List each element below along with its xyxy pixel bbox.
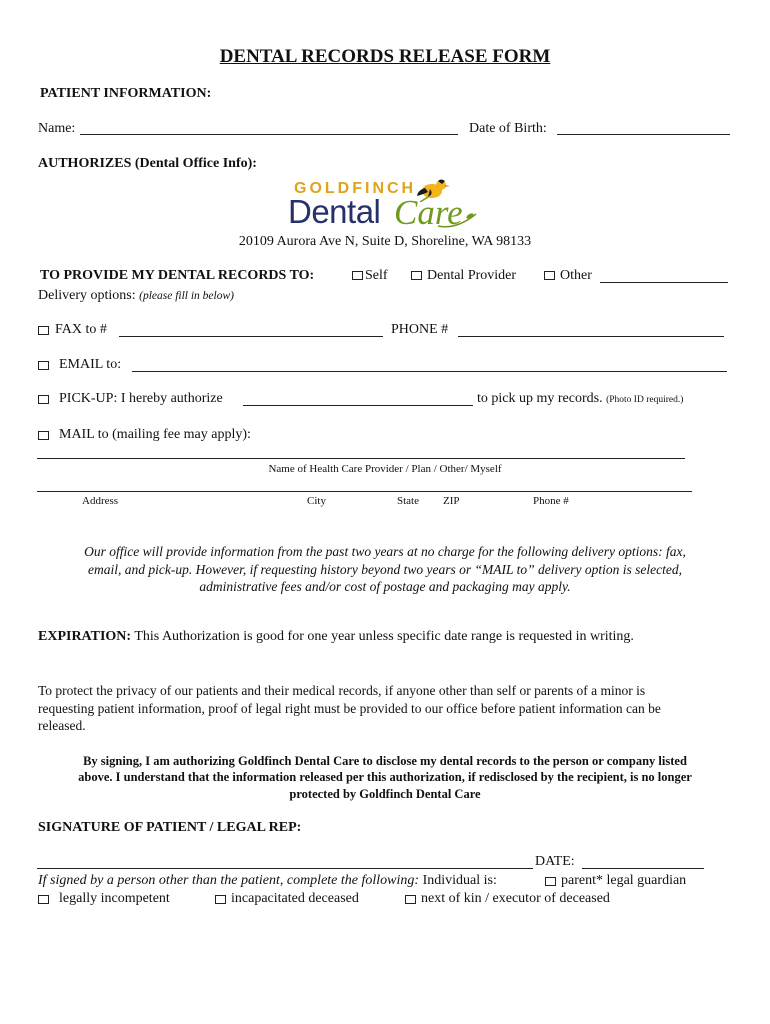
fax-field[interactable] xyxy=(119,336,383,337)
signing-line: protected by Goldfinch Dental Care xyxy=(289,786,481,801)
fax-checkbox[interactable] xyxy=(38,326,49,335)
delivery-label: Delivery options: xyxy=(38,288,136,303)
other-signer-line xyxy=(38,873,497,889)
mail-label: MAIL to (mailing fee may apply): xyxy=(59,427,251,442)
patient-section-heading: PATIENT INFORMATION: xyxy=(40,86,212,101)
dental-provider-checkbox[interactable] xyxy=(411,271,422,280)
other-signer-text: If signed by a person other than the patient, complete the following: xyxy=(38,873,420,888)
photo-id-note: (Photo ID required.) xyxy=(606,395,684,405)
incapacitated-deceased-label: incapacitated deceased xyxy=(231,891,359,906)
phone-field[interactable] xyxy=(458,336,724,337)
date-field[interactable] xyxy=(582,868,704,869)
zip-caption: ZIP xyxy=(443,495,460,507)
self-checkbox[interactable] xyxy=(352,271,363,280)
provide-heading: TO PROVIDE MY DENTAL RECORDS TO: xyxy=(40,268,315,283)
legally-incompetent-checkbox[interactable] xyxy=(38,895,49,904)
pickup-person-field[interactable] xyxy=(243,405,473,406)
state-caption: State xyxy=(397,495,419,507)
logo-script-word: Care xyxy=(394,193,463,232)
fee-notice xyxy=(20,543,750,596)
pickup-label: PICK-UP: I hereby authorize xyxy=(59,391,223,406)
pickup-suffix-text: to pick up my records. xyxy=(477,391,603,406)
incapacitated-deceased-checkbox[interactable] xyxy=(215,895,226,904)
fax-label: FAX to # xyxy=(55,322,107,337)
dob-label: Date of Birth: xyxy=(469,121,547,136)
pickup-suffix xyxy=(477,391,683,407)
signing-line: By signing, I am authorizing Goldfinch Dental Care to disclose my dental records to the person or company listed xyxy=(83,754,687,768)
email-checkbox[interactable] xyxy=(38,361,49,370)
individual-is-label: Individual is: xyxy=(422,873,497,888)
mail-address-field[interactable] xyxy=(37,491,692,492)
signing-statement xyxy=(20,753,750,802)
legally-incompetent-label: legally incompetent xyxy=(59,891,170,906)
privacy-paragraph xyxy=(38,682,661,735)
fee-notice-line: Our office will provide information from the past two years at no charge for the following delivery options: fax, xyxy=(84,544,686,559)
privacy-line: requesting patient information, proof of legal right must be provided to our office before patient information can be xyxy=(38,700,661,716)
delivery-options-label xyxy=(38,288,234,304)
expiration-text: This Authorization is good for one year unless specific date range is requested in writing. xyxy=(134,629,634,644)
mail-recipient-name-field[interactable] xyxy=(37,458,685,459)
email-label: EMAIL to: xyxy=(59,357,122,372)
other-checkbox[interactable] xyxy=(544,271,555,280)
next-of-kin-label: next of kin / executor of deceased xyxy=(421,891,610,906)
leaf-swirl-icon xyxy=(436,208,480,230)
date-label: DATE: xyxy=(535,854,575,869)
self-option-label: Self xyxy=(365,268,388,283)
privacy-line: released. xyxy=(38,718,86,734)
page-title: DENTAL RECORDS RELEASE FORM xyxy=(219,46,551,67)
name-caption: Name of Health Care Provider / Plan / Other/ Myself xyxy=(268,463,502,475)
pickup-checkbox[interactable] xyxy=(38,395,49,404)
next-of-kin-checkbox[interactable] xyxy=(405,895,416,904)
expiration-label: EXPIRATION: xyxy=(38,629,132,644)
expiration-statement xyxy=(38,629,634,645)
signature-heading: SIGNATURE OF PATIENT / LEGAL REP: xyxy=(38,820,302,835)
phone-label: PHONE # xyxy=(391,322,449,337)
goldfinch-logo xyxy=(286,176,486,234)
email-field[interactable] xyxy=(132,371,727,372)
name-field[interactable] xyxy=(80,134,458,135)
dental-provider-option-label: Dental Provider xyxy=(427,268,517,283)
authorizes-heading: AUTHORIZES (Dental Office Info): xyxy=(38,156,257,171)
other-field[interactable] xyxy=(600,282,728,283)
delivery-hint: (please fill in below) xyxy=(139,290,234,302)
signing-line: above. I understand that the information released per this authorization, if redisclosed by the recipient, is no longer xyxy=(78,770,692,785)
fee-notice-line: administrative fees and/or cost of postage and packaging may apply. xyxy=(199,579,571,595)
signature-field[interactable] xyxy=(37,868,533,869)
mail-checkbox[interactable] xyxy=(38,431,49,440)
parent-guardian-label: parent* legal guardian xyxy=(561,873,687,888)
fee-notice-line: email, and pick-up. However, if requesting history beyond two years or “MAIL to” delivery option is selected, xyxy=(88,561,682,577)
city-caption: City xyxy=(307,495,326,507)
address-caption: Address xyxy=(82,495,119,507)
logo-top-word: GOLDFINCH xyxy=(294,180,417,197)
dob-field[interactable] xyxy=(557,134,730,135)
logo-main-word: Dental xyxy=(288,193,381,230)
other-option-label: Other xyxy=(560,268,592,283)
parent-guardian-checkbox[interactable] xyxy=(545,877,556,886)
privacy-line: To protect the privacy of our patients and their medical records, if anyone other than self or parents of a minor is xyxy=(38,683,646,698)
phone-caption: Phone # xyxy=(533,495,569,507)
name-label: Name: xyxy=(38,121,76,136)
office-address: 20109 Aurora Ave N, Suite D, Shoreline, WA 98133 xyxy=(238,234,532,249)
